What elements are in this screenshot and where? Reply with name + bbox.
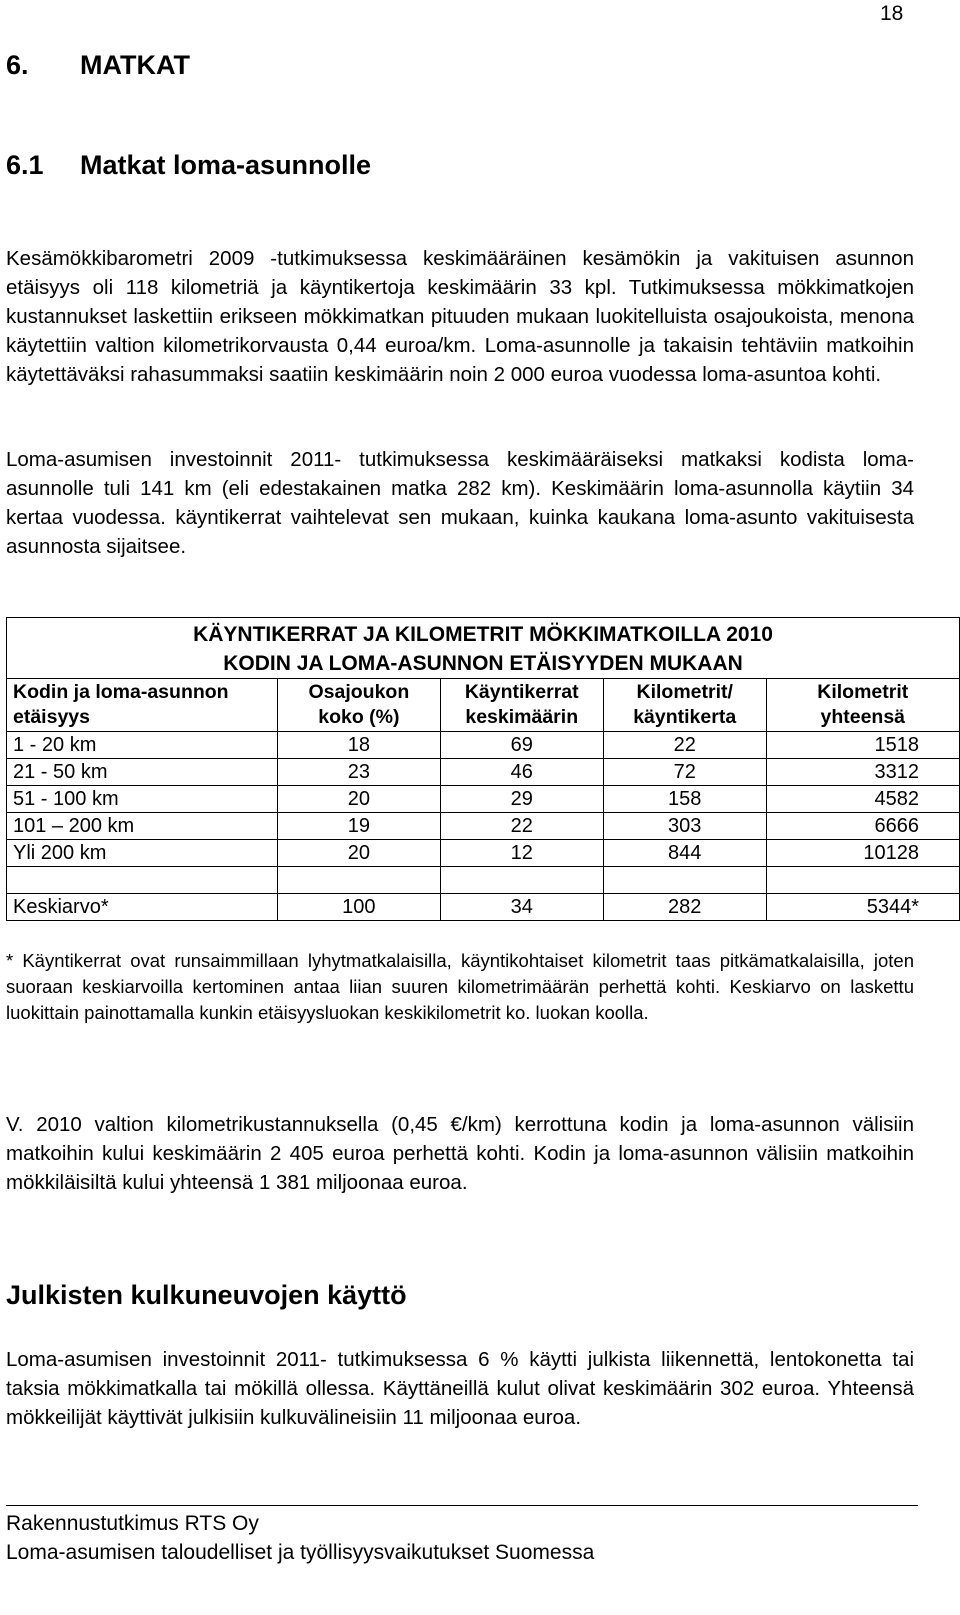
cell-visits: 12 bbox=[440, 840, 603, 867]
cell-visits: 22 bbox=[440, 813, 603, 840]
cell-empty bbox=[7, 867, 278, 894]
cell-average-label: Keskiarvo* bbox=[7, 894, 278, 921]
header-visits bbox=[440, 679, 603, 732]
table-title bbox=[7, 618, 960, 679]
cell-empty bbox=[766, 867, 960, 894]
cell-empty bbox=[440, 867, 603, 894]
section-number: 6.1 bbox=[6, 150, 44, 180]
cell-km-total: 6666 bbox=[766, 813, 960, 840]
visits-km-table bbox=[6, 617, 960, 921]
chapter-title: MATKAT bbox=[80, 50, 190, 80]
cell-distance: 101 – 200 km bbox=[7, 813, 278, 840]
section-title: Matkat loma-asunnolle bbox=[80, 150, 372, 180]
chapter-heading bbox=[6, 50, 190, 81]
cell-average-km-visit: 282 bbox=[603, 894, 766, 921]
cell-visits: 46 bbox=[440, 759, 603, 786]
page-number: 18 bbox=[880, 2, 904, 25]
cell-km-total: 4582 bbox=[766, 786, 960, 813]
paragraph-public-transport: Loma-asumisen investoinnit 2011- tutkimuksessa 6 % käytti julkista liikennettä, lentokonetta tai taksia mökkimatkalla tai mökillä ollessa. Käyttäneillä kulut olivat keskimäärin 302 euroa. Yhteensä mökkeilijät käyttivät julkisiin kulkuvälineisiin 11 miljoonaa euroa. bbox=[6, 1348, 914, 1429]
paragraph-cottage-barometer: Kesämökkibarometri 2009 -tutkimuksessa keskimääräinen kesämökin ja vakituisen asunnon etäisyys oli 118 kilometriä ja käyntikertoja keskimäärin 33 kpl. Tutkimuksessa mökkimatkojen kustannukset laskettiin erikseen mökkimatkan pituuden mukaan luokitelluista osajoukoista, menona käytettiin valtion kilometrikorvausta 0,44 euroa/km. Loma-asunnolle ja takaisin tehtäviin matkoihin käytettäväksi rahasummaksi saatiin keskimäärin noin 2 000 euroa vuodessa loma-asuntoa kohti. bbox=[6, 247, 914, 386]
header-distance-line1: Kodin ja loma-asunnon bbox=[13, 681, 229, 703]
footer-report-title: Loma-asumisen taloudelliset ja työllisyysvaikutukset Suomessa bbox=[6, 1541, 595, 1564]
header-visits-line2: keskimäärin bbox=[465, 706, 579, 728]
footer-divider bbox=[6, 1505, 918, 1506]
table-title-line1: KÄYNTIKERRAT JA KILOMETRIT MÖKKIMATKOILLA 2010 bbox=[193, 623, 773, 646]
cell-subset: 18 bbox=[278, 732, 440, 759]
chapter-number: 6. bbox=[6, 50, 29, 80]
cell-distance: 1 - 20 km bbox=[7, 732, 278, 759]
cell-visits: 29 bbox=[440, 786, 603, 813]
cell-visits: 69 bbox=[440, 732, 603, 759]
table-footnote: * Käyntikerrat ovat runsaimmillaan lyhytmatkalaisilla, käyntikohtaiset kilometrit taas pitkämatkalaisilla, joten suoraan keskiarvoilla kertominen antaa liian suuren kilometrimäärän perhettä kohti. Keskiarvo on laskettu luokittain painottamalla kunkin etäisyysluokan keskikilometrit ko. luokan koolla. bbox=[6, 950, 914, 1023]
cell-average-visits: 34 bbox=[440, 894, 603, 921]
table-row bbox=[7, 813, 960, 840]
cell-km-visit: 158 bbox=[603, 786, 766, 813]
table-row-empty bbox=[7, 867, 960, 894]
cell-subset: 20 bbox=[278, 840, 440, 867]
header-subset-line2: koko (%) bbox=[318, 706, 400, 728]
cell-km-visit: 303 bbox=[603, 813, 766, 840]
cell-distance: Yli 200 km bbox=[7, 840, 278, 867]
header-visits-line1: Käyntikerrat bbox=[464, 681, 579, 703]
table-row bbox=[7, 840, 960, 867]
cell-average-km-total: 5344* bbox=[766, 894, 960, 921]
cell-empty bbox=[603, 867, 766, 894]
cell-empty bbox=[278, 867, 440, 894]
header-distance bbox=[7, 679, 278, 732]
header-distance-line2: etäisyys bbox=[13, 706, 90, 728]
cell-km-visit: 844 bbox=[603, 840, 766, 867]
cell-km-total: 3312 bbox=[766, 759, 960, 786]
table-row bbox=[7, 732, 960, 759]
header-subset-size bbox=[278, 679, 440, 732]
table-title-line2: KODIN JA LOMA-ASUNNON ETÄISYYDEN MUKAAN bbox=[223, 652, 743, 675]
cell-subset: 19 bbox=[278, 813, 440, 840]
cell-km-visit: 22 bbox=[603, 732, 766, 759]
table-title-row bbox=[7, 618, 960, 679]
header-kmvisit-line1: Kilometrit/ bbox=[636, 681, 733, 703]
cell-km-visit: 72 bbox=[603, 759, 766, 786]
cell-subset: 20 bbox=[278, 786, 440, 813]
cell-km-total: 1518 bbox=[766, 732, 960, 759]
subheading-public-transport: Julkisten kulkuneuvojen käyttö bbox=[6, 1280, 407, 1310]
header-km-per-visit bbox=[603, 679, 766, 732]
paragraph-investment-study: Loma-asumisen investoinnit 2011- tutkimuksessa keskimääräiseksi matkaksi kodista loma-asunnolle tuli 141 km (eli edestakainen matka 282 km). Keskimäärin loma-asunnolla käytiin 34 kertaa vuodessa. käyntikerrat vaihtelevat sen mukaan, kuinka kaukana loma-asunto vakituisesta asunnosta sijaitsee. bbox=[6, 448, 914, 558]
table-row bbox=[7, 759, 960, 786]
cell-distance: 21 - 50 km bbox=[7, 759, 278, 786]
cell-subset: 23 bbox=[278, 759, 440, 786]
cell-average-subset: 100 bbox=[278, 894, 440, 921]
footer-company: Rakennustutkimus RTS Oy bbox=[6, 1512, 259, 1535]
header-kmtotal-line2: yhteensä bbox=[820, 706, 906, 728]
cell-distance: 51 - 100 km bbox=[7, 786, 278, 813]
header-subset-line1: Osajoukon bbox=[308, 681, 410, 703]
header-km-total bbox=[766, 679, 960, 732]
table-header-row bbox=[7, 679, 960, 732]
section-heading bbox=[6, 150, 371, 181]
header-kmvisit-line2: käyntikerta bbox=[633, 706, 737, 728]
table-row bbox=[7, 786, 960, 813]
table-row-average bbox=[7, 894, 960, 921]
paragraph-km-costs: V. 2010 valtion kilometrikustannuksella (0,45 €/km) kerrottuna kodin ja loma-asunnon välisiin matkoihin kului keskimäärin 2 405 euroa perhettä kohti. Kodin ja loma-asunnon välisiin matkoihin mökkiläisiltä kului yhteensä 1 381 miljoonaa euroa. bbox=[6, 1113, 914, 1194]
header-kmtotal-line1: Kilometrit bbox=[817, 681, 909, 703]
cell-km-total: 10128 bbox=[766, 840, 960, 867]
